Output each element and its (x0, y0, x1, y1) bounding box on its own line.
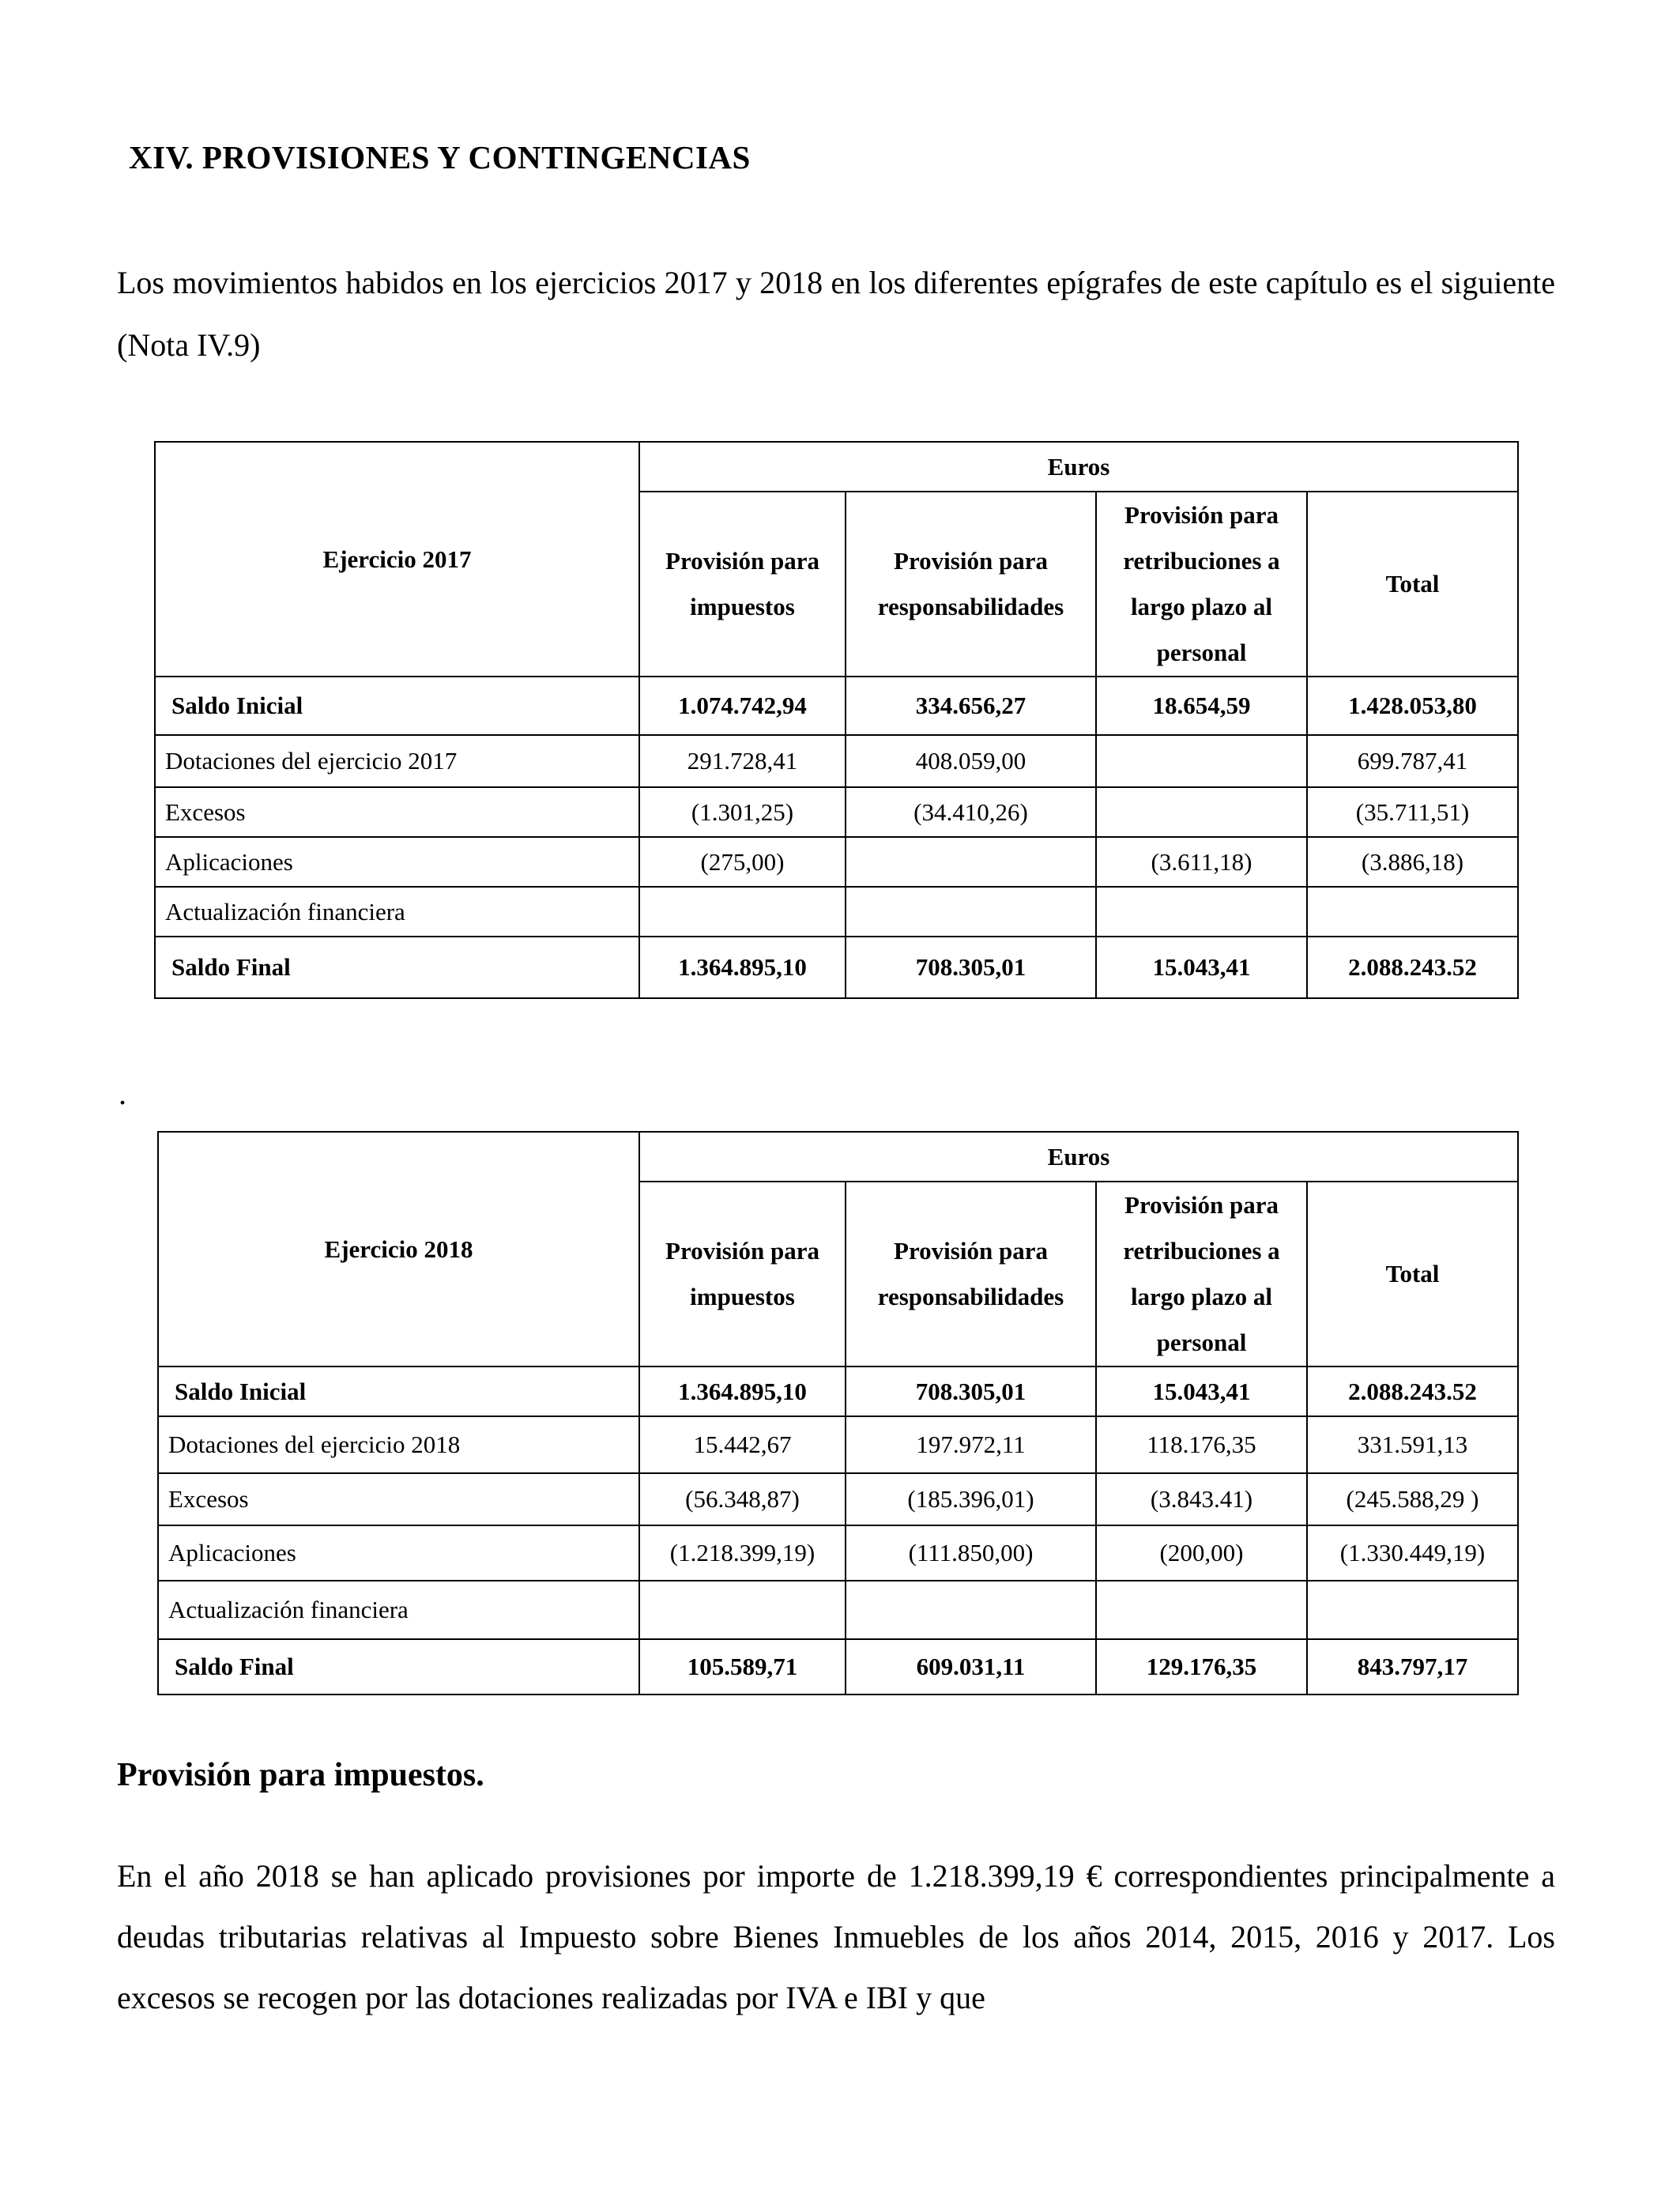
cell-value: (1.218.399,19) (639, 1525, 846, 1581)
cell-value: 1.428.053,80 (1307, 677, 1518, 735)
cell-value: (3.843.41) (1096, 1473, 1307, 1525)
cell-value (1096, 1581, 1307, 1639)
cell-value: 331.591,13 (1307, 1416, 1518, 1473)
row-label: Dotaciones del ejercicio 2017 (155, 735, 639, 787)
cell-value: 118.176,35 (1096, 1416, 1307, 1473)
cell-value: 129.176,35 (1096, 1639, 1307, 1695)
table-2018 (157, 1131, 1519, 1695)
cell-value: (3.886,18) (1307, 837, 1518, 887)
col-header: Provisión para responsabilidades (846, 492, 1096, 677)
cell-value: 1.364.895,10 (639, 1367, 846, 1416)
cell-value: (1.301,25) (639, 787, 846, 837)
body-paragraph: En el año 2018 se han aplicado provisiones por importe de 1.218.399,19 € correspondientes principalmente a deudas tributarias relativas al Impuesto sobre Bienes Inmuebles de los años 2014, 2015, 2016 y 2017. Los excesos se recogen por las dotaciones realizadas por IVA e IBI y que (117, 1858, 1555, 2015)
cell-value: 408.059,00 (846, 735, 1096, 787)
cell-value: (185.396,01) (846, 1473, 1096, 1525)
row-label: Actualización financiera (158, 1581, 639, 1639)
label-header: Ejercicio 2017 (155, 442, 639, 677)
cell-value: 609.031,11 (846, 1639, 1096, 1695)
cell-value: 708.305,01 (846, 1367, 1096, 1416)
cell-value (639, 887, 846, 937)
row-label: Aplicaciones (158, 1525, 639, 1581)
cell-value: 15.442,67 (639, 1416, 846, 1473)
cell-value (1096, 735, 1307, 787)
cell-value (1096, 787, 1307, 837)
group-header: Euros (639, 1132, 1518, 1182)
cell-value: (200,00) (1096, 1525, 1307, 1581)
cell-value (846, 1581, 1096, 1639)
cell-value: 105.589,71 (639, 1639, 846, 1695)
cell-value: 2.088.243.52 (1307, 1367, 1518, 1416)
cell-value (1307, 1581, 1518, 1639)
cell-value (846, 887, 1096, 937)
cell-value: (275,00) (639, 837, 846, 887)
group-header: Euros (639, 442, 1518, 492)
cell-value: 1.074.742,94 (639, 677, 846, 735)
cell-value: (34.410,26) (846, 787, 1096, 837)
col-header: Provisión para responsabilidades (846, 1182, 1096, 1367)
cell-value (1096, 887, 1307, 937)
cell-value: 15.043,41 (1096, 1367, 1307, 1416)
col-header: Total (1307, 492, 1518, 677)
cell-value: (56.348,87) (639, 1473, 846, 1525)
cell-value (1307, 887, 1518, 937)
row-label: Dotaciones del ejercicio 2018 (158, 1416, 639, 1473)
cell-value: (245.588,29 ) (1307, 1473, 1518, 1525)
col-header: Provisión para retribuciones a largo plazo al personal (1096, 492, 1307, 677)
row-label: Excesos (155, 787, 639, 837)
cell-value: 708.305,01 (846, 937, 1096, 998)
row-label: Saldo Final (155, 937, 639, 998)
cell-value: 1.364.895,10 (639, 937, 846, 998)
cell-value (846, 837, 1096, 887)
cell-value (639, 1581, 846, 1639)
col-header: Provisión para retribuciones a largo plazo al personal (1096, 1182, 1307, 1367)
table-2017 (154, 441, 1519, 999)
cell-value: (35.711,51) (1307, 787, 1518, 837)
cell-value: 843.797,17 (1307, 1639, 1518, 1695)
intro-paragraph: Los movimientos habidos en los ejercicios 2017 y 2018 en los diferentes epígrafes de este capítulo es el siguiente (Nota IV.9) (117, 265, 1555, 363)
cell-value: (1.330.449,19) (1307, 1525, 1518, 1581)
cell-value: 15.043,41 (1096, 937, 1307, 998)
row-label: Saldo Final (158, 1639, 639, 1695)
cell-value: 291.728,41 (639, 735, 846, 787)
cell-value: 2.088.243.52 (1307, 937, 1518, 998)
subheading: Provisión para impuestos. (117, 1757, 484, 1793)
cell-value: (111.850,00) (846, 1525, 1096, 1581)
cell-value: 334.656,27 (846, 677, 1096, 735)
row-label: Saldo Inicial (155, 677, 639, 735)
label-header: Ejercicio 2018 (158, 1132, 639, 1367)
col-header: Provisión para impuestos (639, 492, 846, 677)
cell-value: 18.654,59 (1096, 677, 1307, 735)
col-header: Total (1307, 1182, 1518, 1367)
col-header: Provisión para impuestos (639, 1182, 846, 1367)
row-label: Actualización financiera (155, 887, 639, 937)
section-title: XIV. PROVISIONES Y CONTINGENCIAS (129, 139, 751, 175)
row-label: Saldo Inicial (158, 1367, 639, 1416)
row-label: Aplicaciones (155, 837, 639, 887)
row-label: Excesos (158, 1473, 639, 1525)
cell-value: 699.787,41 (1307, 735, 1518, 787)
cell-value: (3.611,18) (1096, 837, 1307, 887)
separator-dot: . (119, 1076, 126, 1111)
cell-value: 197.972,11 (846, 1416, 1096, 1473)
